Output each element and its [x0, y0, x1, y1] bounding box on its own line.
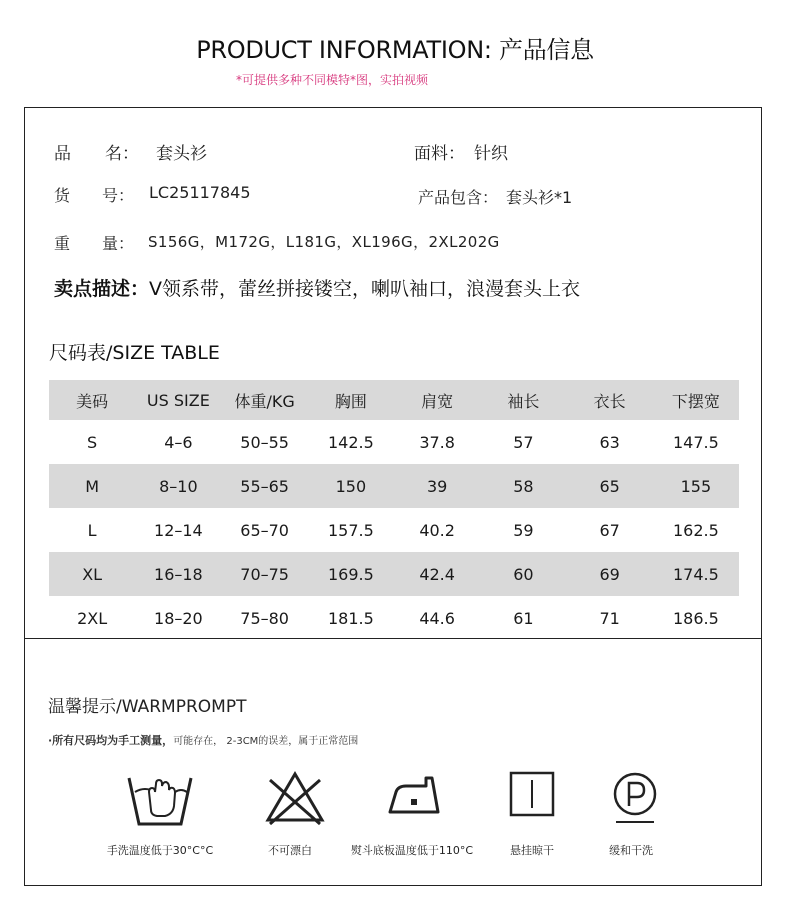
weight-label: 重 量：	[54, 234, 135, 253]
table-cell: 69	[599, 564, 620, 584]
size-table-header	[49, 380, 739, 420]
hand-wash-icon	[95, 770, 225, 828]
table-cell: L	[87, 520, 97, 540]
warm-prompt-note	[48, 732, 358, 748]
table-cell: 63	[599, 432, 620, 452]
table-cell: 39	[426, 476, 448, 496]
size-table-title: 尺码表/SIZE TABLE	[49, 342, 220, 364]
table-cell: S	[87, 432, 98, 452]
table-row	[49, 552, 739, 596]
table-cell: 142.5	[327, 432, 374, 452]
warm-note-rest: 可能存在， 2-3CM的误差，属于正常范围	[173, 736, 359, 747]
subtitle-note: *可提供多种不同模特*图，实拍视频	[236, 73, 429, 87]
iron-label: 熨斗底板温度低于110°C	[350, 844, 474, 857]
table-cell: 150	[335, 476, 367, 496]
table-cell: 16–18	[154, 564, 203, 584]
fabric-value: 针织	[474, 144, 508, 164]
header-cell: 下摆宽	[671, 391, 720, 411]
table-cell: 61	[513, 608, 534, 628]
table-cell: 4–6	[164, 432, 193, 452]
table-cell: 174.5	[672, 564, 719, 584]
table-cell: 157.5	[327, 520, 374, 540]
header-cell: US SIZE	[146, 390, 210, 410]
table-cell: 186.5	[672, 608, 719, 628]
table-cell: 65	[599, 476, 620, 496]
header-cell: 体重/KG	[234, 391, 295, 411]
table-cell: 2XL	[77, 608, 108, 628]
table-row	[49, 464, 739, 508]
header-cell: 袖长	[507, 391, 540, 411]
package-label: 产品包含：	[418, 188, 499, 207]
weight-value: S156G，M172G，L181G，XL196G，2XL202G	[148, 233, 500, 251]
hand-wash-label: 手洗温度低于30°C°C	[106, 844, 214, 857]
table-cell: 75–80	[240, 608, 289, 628]
table-cell: 71	[599, 608, 620, 628]
table-row	[49, 596, 739, 640]
iron-low-temp-icon	[350, 770, 480, 818]
table-cell: 40.2	[419, 520, 455, 540]
header-cell: 胸围	[334, 391, 367, 411]
table-cell: 181.5	[327, 608, 374, 628]
table-cell: 169.5	[327, 564, 374, 584]
fabric-label: 面料：	[414, 144, 465, 164]
table-cell: 67	[599, 520, 620, 540]
table-cell: 55–65	[240, 476, 289, 496]
table-cell: M	[85, 476, 100, 496]
table-row	[49, 508, 739, 552]
table-cell: 12–14	[154, 520, 203, 540]
table-cell: 58	[513, 476, 534, 496]
table-row	[49, 420, 739, 464]
table-cell: 37.8	[419, 432, 455, 452]
table-cell: 59	[513, 520, 534, 540]
name-value: 套头衫	[156, 144, 207, 164]
table-cell: 162.5	[672, 520, 719, 540]
table-cell: 70–75	[240, 564, 289, 584]
hang-dry-label: 悬挂晾干	[510, 844, 554, 857]
dry-clean-gentle-icon	[570, 770, 700, 828]
no-bleach-icon	[230, 770, 360, 826]
table-cell: 18–20	[154, 608, 203, 628]
size-table	[49, 380, 739, 640]
table-cell: 65–70	[240, 520, 289, 540]
table-cell: 42.4	[419, 564, 455, 584]
selling-value: V领系带，蕾丝拼接镂空，喇叭袖口，浪漫套头上衣	[149, 278, 581, 300]
table-cell: XL	[82, 564, 103, 584]
dry-clean-label: 缓和干洗	[609, 844, 653, 857]
table-cell: 60	[513, 564, 534, 584]
selling-label: 卖点描述：	[54, 278, 150, 300]
table-cell: 155	[680, 476, 712, 496]
warm-note-bold: ·所有尺码均为手工测量，	[48, 734, 174, 747]
table-cell: 147.5	[672, 432, 719, 452]
page-title: PRODUCT INFORMATION: 产品信息	[196, 36, 594, 64]
table-cell: 44.6	[419, 608, 455, 628]
name-label: 品 名：	[54, 144, 139, 164]
table-cell: 57	[513, 432, 534, 452]
table-cell: 50–55	[240, 432, 289, 452]
package-value: 套头衫*1	[506, 188, 573, 207]
table-cell: 8–10	[159, 476, 198, 496]
header-cell: 肩宽	[421, 391, 454, 411]
code-label: 货 号：	[54, 186, 135, 205]
selling-points	[54, 274, 580, 301]
warm-prompt-title: 温馨提示/WARMPROMPT	[48, 697, 247, 717]
no-bleach-label: 不可漂白	[268, 844, 312, 857]
header-cell: 美码	[76, 391, 109, 411]
header-cell: 衣长	[593, 391, 626, 411]
code-value: LC25117845	[149, 183, 251, 202]
